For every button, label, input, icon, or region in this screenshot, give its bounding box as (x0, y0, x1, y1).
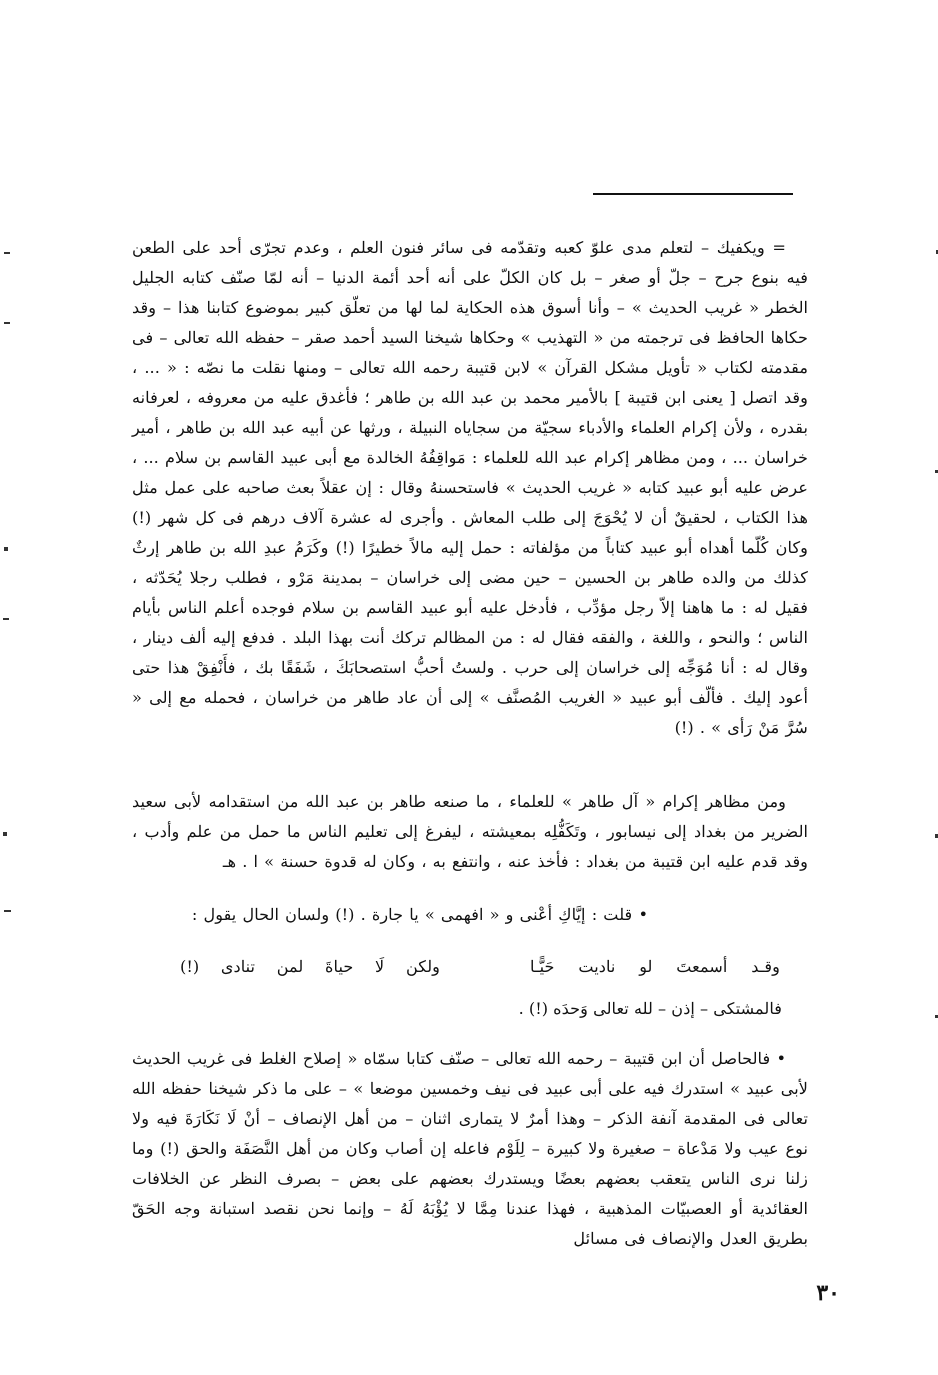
scan-mark (3, 618, 9, 620)
paragraph-text: ومن مظاهر إكرام « آل طاهر » للعلماء ، ما صنعه طاهر بن عبد الله من استقدامه لأبى سعيد الضرير من بغداد إلى نيسابور ، وتَكَفُّلِه بمعيشته ، ليفرغ إلى تعليم الناس ما حمل من علم وأدب ، وقد قدم عليه ابن قتيبة من بغداد : فأخذ عنه ، وانتفع به ، وكان له قدوة حسنة » ا . هـ (132, 792, 808, 871)
scan-mark (4, 322, 10, 324)
footnote-separator-rule (593, 193, 793, 195)
paragraph-text: • قلت : إيَّاكِ أعْنى و « افهمى » يا جارة . (!) ولسان الحال يقول : (191, 905, 648, 924)
commentary-line (132, 900, 808, 930)
poem-second-hemistich: ولكن لَا حياةَ لمن تنادى (!) (180, 957, 440, 976)
conclusion-paragraph (132, 1044, 808, 1254)
poem-first-hemistich: وقـد أسمعتَ لو ناديت حَيًّـا (530, 957, 780, 976)
footnote-paragraph-1 (132, 233, 808, 743)
scan-mark (3, 832, 7, 836)
paragraph-text: فالمشتكى – إذن – لله تعالى وَحدَه (!) . (518, 999, 782, 1018)
scan-mark (4, 910, 11, 912)
paragraph-text: • فالحاصل أن ابن قتيبة – رحمه الله تعالى – صنّف كتابا سمّاه « إصلاح الغلط فى غريب الحديث لأبى عبيد » استدرك فيه على أبى عبيد فى نيف وخمسين موضعا » – على ما ذكر شيخنا حفظه الله تعالى فى المقدمة آنفة الذكر – وهذا أمرٌ لا يتمارى اثنان – من أهل الإنصاف – أنْ لَا نَكَارَةَ فيه ولا نوع عيب ولا مَدْعاة – صغيرة ولا كبيرة – لِلَوْم فاعله إن أصاب وكان من أهل النَّصَفَة والحق (!) وما زلنا نرى الناس يتعقب بعضهم بعضًا ويستدرك بعضهم على بعض – بصرف النظر عن الخلافات العقائدية أو العصبيّات المذهبية ، فهذا عندنا مِمَّا لا يُؤْبَهُ لَهُ – وإنما نحن نقصد استبانة وجه الحَقّ بطريق العدل والإنصاف فى مسائل (132, 1049, 808, 1248)
scan-mark (4, 252, 10, 254)
scan-mark (4, 547, 8, 551)
paragraph-text: = ويكفيك – لتعلم مدى علوّ كعبه وتقدّمه فى سائر فنون العلم ، وعدم تجرّى أحد على الطعن فيه بنوع جرح – جلّ أو صغر – بل كان الكلّ على أنه أحد أئمة الدنيا – أنه لمّا صنّف كتابه الجليل الخطر « غريب الحديث » – وأنا أسوق هذه الحكاية لما لها من تعلّق كبير بموضوع كتابنا هذا – وقد حكاها الحافظ فى ترجمته من « التهذيب » وحكاها شيخنا السيد أحمد صقر – حفظه الله تعالى – فى مقدمته لكتاب « تأويل مشكل القرآن » لابن قتيبة رحمه الله تعالى – ومنها نقلت ما نصّه : « ... ، وقد اتصل [ يعنى ابن قتيبة ] بالأمير محمد بن عبد الله بن طاهر ؛ فأغدق عليه من معروفه ، لعرفانه بقدره ، ولأن إكرام العلماء والأدباء سجيّة من سجاياه النبيلة ، ورثها عن أبيه عبد الله بن طاهر ، أمير خراسان ... ، ومن مظاهر إكرام عبد الله للعلماء : مَواقِفُهُ الخالدة مع أبى عبيد القاسم بن سلام ... ، عرض عليه أبو عبيد كتابه « غريب الحديث » فاستحسنهُ وقال : إن عقلاً بعث صاحبه على عمل مثل هذا الكتاب ، لحقيقٌ أن لا يُحْوَجَ إلى طلب المعاش . وأجرى له عشرة آلاف درهم فى كل شهر (!) وكان كُلّما أهداه أبو عبيد كتاباً من مؤلفاته : حمل إليه مالاً خطيرًا (!) وكَرَمُ عبدِ الله بن طاهر إرثٌ كذلك من والده طاهر بن الحسين – حين مضى إلى خراسان – بمدينة مَرْو ، فطلب رجلا يُحَدّثه ، فقيل له : ما هاهنا إلاّ رجل مؤدِّب ، فأدخل عليه أبو عبيد القاسم بن سلام فوجده أعلم الناس بأيام الناس ؛ والنحو ، واللغة ، والفقه فقال له : من المظالم تركك أنت بهذا البلد . فدفع إليه ألف دينار ، وقال له : أنا مُوَجِّه إلى خراسان إلى حرب . ولستُ أحبُّ استصحابَكَ ، شَفَقًا بك ، فأَنْفِقْ هذا حتى أعود إليك . فألّف أبو عبيد « الغريب المُصنَّف » إلى أن عاد طاهر من خراسان ، فحمله مع إلى « سُرَّ مَنْ رَأى » . (!) (131, 238, 808, 737)
poem-verse (180, 952, 780, 982)
footnote-paragraph-2 (132, 787, 808, 877)
page-number: ٣٠ (816, 1280, 840, 1306)
complaint-line (132, 994, 782, 1024)
